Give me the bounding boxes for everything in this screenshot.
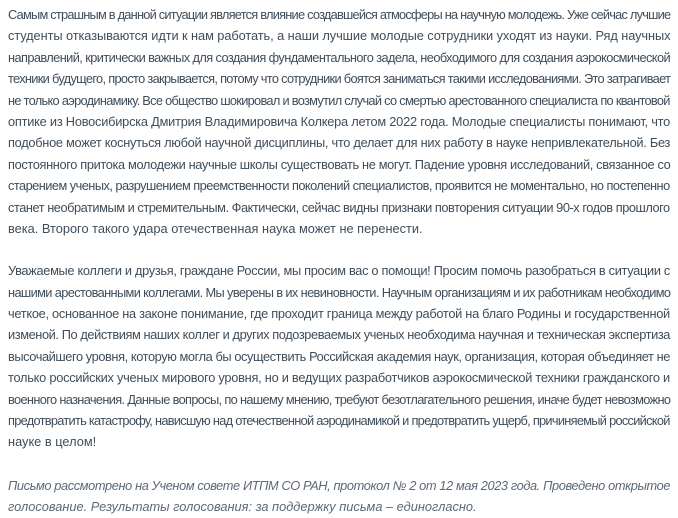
paragraph-line: подобное может коснуться любой научной дисциплины, что делает для них работу в науке непривлекательной. Без — [8, 135, 671, 151]
note-line: голосование. Результаты голосования: за поддержку письма – единогласно. — [8, 499, 477, 515]
paragraph-line: техники будущего, просто закрывается, потому что сотрудники боятся заниматься такими исследованиями. Это затрагивает — [8, 71, 671, 87]
paragraph-line: изменой. По действиям наших коллег и других подозреваемых ученых необходима научная и техническая экспертиза — [8, 327, 671, 343]
paragraph-line: нашими арестованными коллегами. Мы уверены в их невиновности. Научным организациям и их работникам необходимо — [8, 284, 671, 300]
paragraph-line: Уважаемые коллеги и друзья, граждане России, мы просим вас о помощи! Просим помочь разобраться в ситуации с — [8, 263, 670, 279]
paragraph-line: высочайшего уровня, которую могла бы осуществить Российская академия наук, организация, которая объединяет не — [8, 348, 670, 364]
paragraph-line: науке в целом! — [8, 434, 97, 450]
paragraph-line: старением ученых, разрушением преемственности поколений специалистов, проявится не моментально, но постепенно — [8, 178, 670, 194]
paragraph-line: студенты отказываются идти к нам работать, а наши лучшие молодые сотрудники уходят из науки. Ряд научных — [8, 28, 671, 44]
paragraph-line: станет необратимым и стремительным. Фактически, сейчас видны признаки повторения ситуации 90-х годов прошлого — [8, 199, 670, 215]
note-line: Письмо рассмотрено на Ученом совете ИТПМ СО РАН, протокол № 2 от 12 мая 2023 года. Проведено открытое — [8, 477, 671, 493]
paragraph-line: не только аэродинамику. Все общество шокировал и возмутил случай со смертью арестованного специалиста по квантовой — [8, 92, 670, 108]
paragraph-line: только российских ученых мирового уровня, но и ведущих разработчиков аэрокосмической техники гражданского и — [8, 370, 670, 386]
paragraph-line: направлений, критически важных для создания фундаментального задела, необходимого для создания аэрокосмической — [8, 49, 671, 65]
paragraph-line: предотвратить катастрофу, нависшую над отечественной аэродинамикой и предотвратить ущерб, причиняемый российской — [8, 413, 670, 429]
council-note — [8, 475, 670, 518]
article-paragraph-2 — [8, 260, 670, 453]
paragraph-line: Самым страшным в данной ситуации является влияние создавшейся атмосферы на научную молодежь. Уже сейчас лучшие — [8, 7, 671, 22]
paragraph-line: оптике из Новосибирска Дмитрия Владимировича Колкера летом 2022 года. Молодые специалисты понимают, что — [8, 113, 671, 129]
paragraph-line: четкое, основанное на законе понимание, где проходит граница между работой на благо Родины и государственной — [8, 306, 670, 322]
article-paragraph-1 — [8, 4, 670, 239]
paragraph-line: военного назначения. Данные вопросы, по нашему мнению, требуют безотлагательного решения, иначе будет невозможно — [8, 391, 671, 407]
paragraph-line: постоянного притока молодежи научные школы существовать не могут. Падение уровня исследований, связанное со — [8, 156, 671, 172]
paragraph-line: века. Второго такого удара отечественная наука может не перенести. — [8, 220, 423, 236]
